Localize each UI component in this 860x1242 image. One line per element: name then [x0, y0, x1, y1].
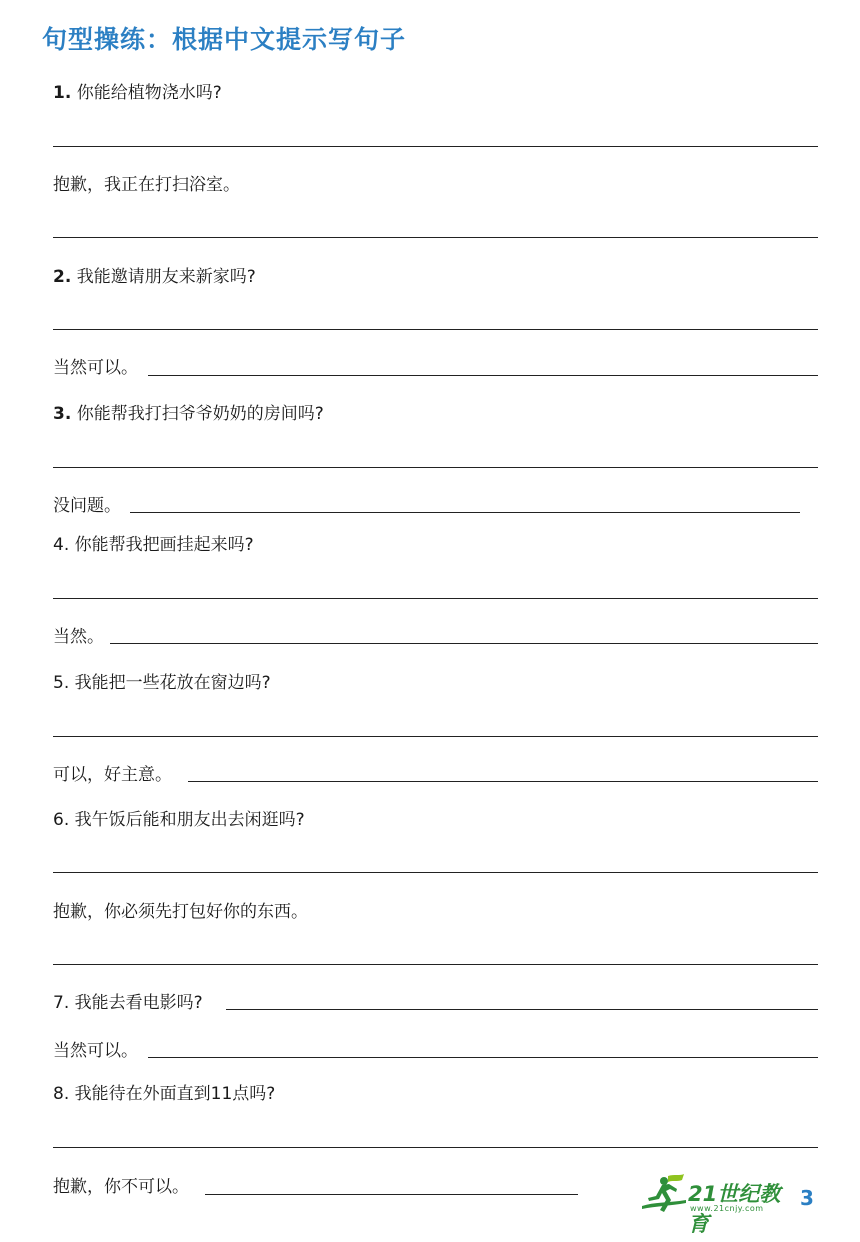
- question-3: [53, 403, 324, 425]
- page-title: 句型操练：根据中文提示写句子: [42, 25, 407, 54]
- answer-line[interactable]: [53, 237, 818, 238]
- brand-logo: [640, 1172, 800, 1236]
- answer-line[interactable]: [53, 467, 818, 468]
- answer-line[interactable]: [53, 598, 818, 599]
- prompt-5: 可以，好主意。: [53, 765, 172, 785]
- logo-url: www.21cnjy.com: [690, 1204, 764, 1213]
- prompt-8: 抱歉，你不可以。: [53, 1177, 189, 1197]
- question-text: 我能邀请朋友来新家吗?: [71, 267, 256, 287]
- question-1: [53, 82, 222, 104]
- question-6: 6. 我午饭后能和朋友出去闲逛吗?: [53, 810, 305, 830]
- answer-line[interactable]: [226, 1009, 818, 1010]
- question-8: 8. 我能待在外面直到11点吗?: [53, 1084, 276, 1104]
- question-text: 你能帮我打扫爷爷奶奶的房间吗?: [71, 404, 324, 424]
- question-number: 3.: [53, 404, 72, 424]
- answer-line[interactable]: [148, 375, 818, 376]
- answer-line[interactable]: [53, 329, 818, 330]
- answer-line[interactable]: [53, 1147, 818, 1148]
- answer-line[interactable]: [188, 781, 818, 782]
- answer-line[interactable]: [53, 964, 818, 965]
- prompt-1: 抱歉，我正在打扫浴室。: [53, 175, 240, 195]
- answer-line[interactable]: [53, 736, 818, 737]
- answer-line[interactable]: [148, 1057, 818, 1058]
- prompt-3: 没问题。: [53, 496, 121, 516]
- answer-line[interactable]: [130, 512, 800, 513]
- prompt-2: 当然可以。: [53, 358, 138, 378]
- prompt-6: 抱歉，你必须先打包好你的东西。: [53, 902, 308, 922]
- question-number: 2.: [53, 267, 72, 287]
- page-number: 3: [800, 1186, 814, 1210]
- answer-line[interactable]: [110, 643, 818, 644]
- prompt-7: 当然可以。: [53, 1041, 138, 1061]
- runner-icon: [640, 1172, 688, 1216]
- answer-line[interactable]: [53, 146, 818, 147]
- question-number: 1.: [53, 83, 72, 103]
- question-5: 5. 我能把一些花放在窗边吗?: [53, 673, 271, 693]
- prompt-4: 当然。: [53, 627, 104, 647]
- answer-line[interactable]: [205, 1194, 578, 1195]
- question-7: 7. 我能去看电影吗?: [53, 993, 203, 1013]
- logo-text: 21世纪教育: [688, 1182, 781, 1236]
- question-2: [53, 266, 256, 288]
- answer-line[interactable]: [53, 872, 818, 873]
- question-text: 你能给植物浇水吗?: [71, 83, 222, 103]
- question-4: 4. 你能帮我把画挂起来吗?: [53, 535, 254, 555]
